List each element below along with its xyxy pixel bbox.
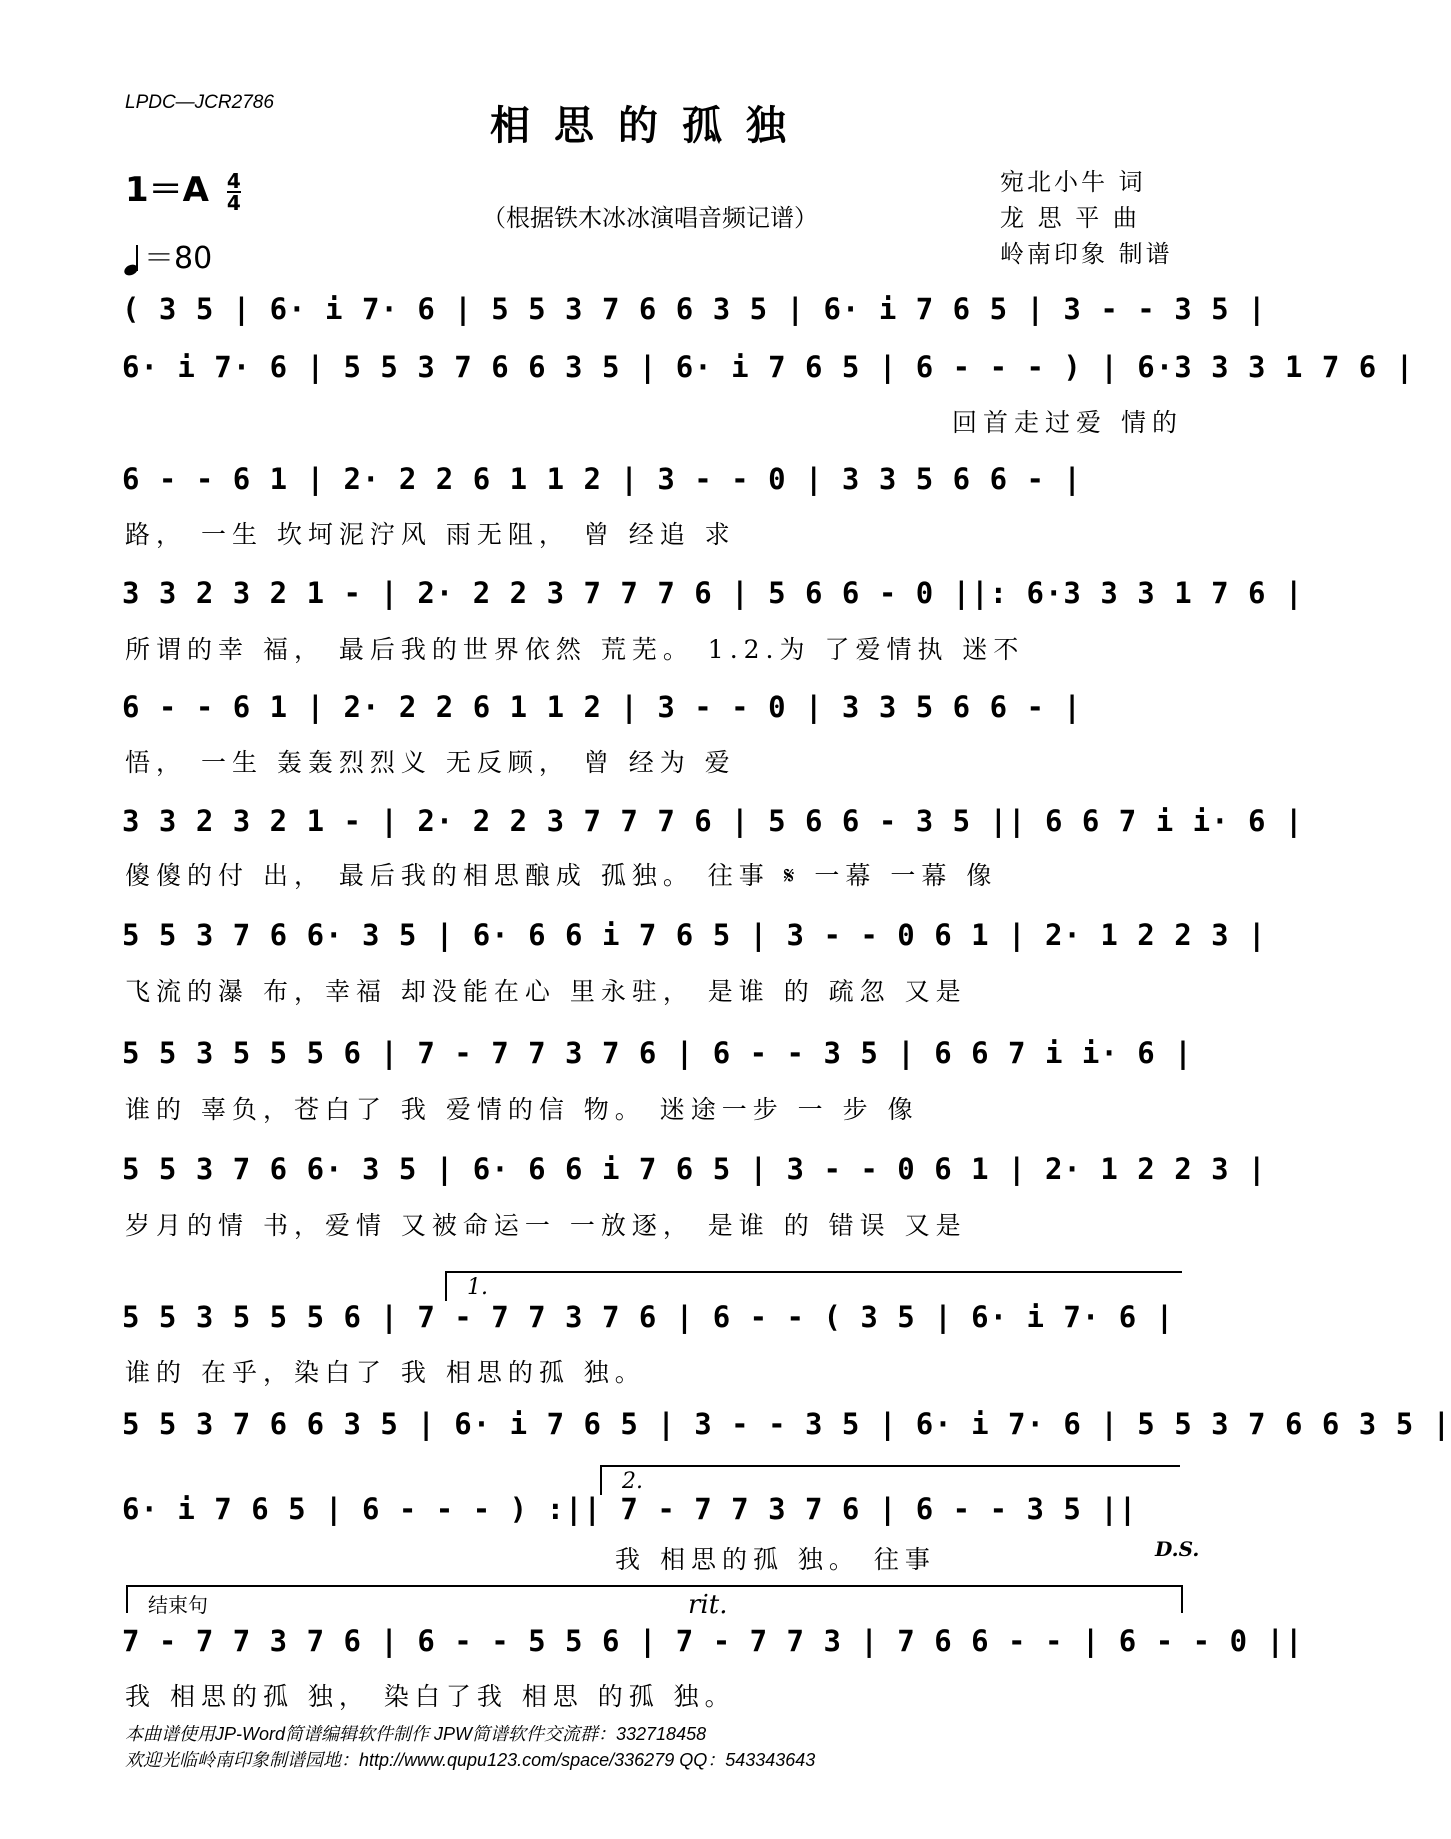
notation-row: 5 5 3 7 6 6 3 5 | 6· i 7 6 5 | 3 - - 3 5 | 6· i 7· 6 | 5 5 3 7 6 6 3 5 | (122, 1407, 1451, 1441)
lyric-line: 飞流的瀑 布，幸福 却没能在心 里永驻， 是谁 的 疏忽 又是 (125, 977, 967, 1006)
lyric-line: 傻傻的付 出， 最后我的相思酿成 孤独。 往事 𝄋 一幕 一幕 像 (125, 861, 998, 890)
notation-row: 7 - 7 7 3 7 6 | 6 - - 5 5 6 | 7 - 7 7 3 | 7 6 6 - - | 6 - - 0 || (122, 1624, 1304, 1658)
credit-composer: 龙 思 平 曲 (1000, 204, 1140, 232)
time-bottom: 4 (226, 190, 241, 215)
tempo-marking (122, 233, 212, 277)
key-label: 1＝A (125, 170, 209, 210)
notation-row: 6· i 7 6 5 | 6 - - - ) :|| 7 - 7 7 3 7 6 | 6 - - 3 5 || (122, 1492, 1138, 1526)
notation-row: 3 3 2 3 2 1 - | 2· 2 2 3 7 7 7 6 | 5 6 6 - 3 5 || 6 6 7 i i· 6 | (122, 804, 1304, 838)
lyric-line: 我 相思的孤 独。 往事 (615, 1545, 936, 1574)
notation-row: 5 5 3 5 5 5 6 | 7 - 7 7 3 7 6 | 6 - - 3 5 | 6 6 7 i i· 6 | (122, 1036, 1193, 1070)
lyric-line: 所谓的幸 福， 最后我的世界依然 荒芜。 1.2.为 了爱情执 迷不 (125, 635, 1025, 664)
page-title: 相思的孤独 (490, 102, 810, 149)
rit-marking: rit. (688, 1590, 728, 1620)
footer-line: 本曲谱使用JP-Word简谱编辑软件制作 JPW简谱软件交流群：332718458 (125, 1724, 707, 1744)
notation-row: 3 3 2 3 2 1 - | 2· 2 2 3 7 7 7 6 | 5 6 6 - 0 ||: 6·3 3 3 1 7 6 | (122, 576, 1304, 610)
second-ending-label: 2. (622, 1469, 643, 1494)
notation-row: 5 5 3 7 6 6· 3 5 | 6· 6 6 i 7 6 5 | 3 - - 0 6 1 | 2· 1 2 2 3 | (122, 1152, 1267, 1186)
score-code: LPDC—JCR2786 (125, 92, 274, 113)
second-ending-bracket (600, 1465, 1180, 1495)
lyric-line: 路， 一生 坎坷泥泞风 雨无阻， 曾 经追 求 (125, 520, 736, 549)
notation-row: 5 5 3 7 6 6· 3 5 | 6· 6 6 i 7 6 5 | 3 - - 0 6 1 | 2· 1 2 2 3 | (122, 918, 1267, 952)
lyric-line: 谁的 在乎，染白了 我 相思的孤 独。 (125, 1358, 646, 1387)
lyric-line: 岁月的情 书，爱情 又被命运一 一放逐， 是谁 的 错误 又是 (125, 1211, 967, 1240)
coda-bracket (126, 1585, 1183, 1617)
time-top: 4 (226, 168, 241, 193)
credit-arranger: 岭南印象 制谱 (1000, 240, 1173, 268)
notation-row: 6· i 7· 6 | 5 5 3 7 6 6 3 5 | 6· i 7 6 5 | 6 - - - ) | 6·3 3 3 1 7 6 | (122, 350, 1415, 384)
lyric-line: 我 相思的孤 独， 染白了我 相思 的孤 独。 (125, 1682, 736, 1711)
notation-row: 6 - - 6 1 | 2· 2 2 6 1 1 2 | 3 - - 0 | 3 3 5 6 6 - | (122, 462, 1082, 496)
first-ending-label: 1. (467, 1275, 488, 1300)
credit-lyricist: 宛北小牛 词 (1000, 168, 1146, 196)
lyric-line: 谁的 辜负，苍白了 我 爱情的信 物。 迷途一步 一 步 像 (125, 1095, 919, 1124)
quarter-note-icon (122, 247, 144, 277)
ds-marking: D.S. (1155, 1537, 1200, 1561)
lyric-line: 悟， 一生 轰轰烈烈义 无反顾， 曾 经为 爱 (125, 748, 736, 777)
subtitle: （根据铁木冰冰演唱音频记谱） (482, 204, 818, 232)
coda-label: 结束句 (148, 1593, 208, 1617)
notation-row: 6 - - 6 1 | 2· 2 2 6 1 1 2 | 3 - - 0 | 3 3 5 6 6 - | (122, 690, 1082, 724)
footer-line: 欢迎光临岭南印象制谱园地：http://www.qupu123.com/space/336279 QQ：543343643 (125, 1750, 816, 1770)
first-ending-bracket (445, 1271, 1182, 1301)
notation-row: ( 3 5 | 6· i 7· 6 | 5 5 3 7 6 6 3 5 | 6· i 7 6 5 | 3 - - 3 5 | (122, 292, 1267, 326)
tempo-value: ＝80 (144, 241, 213, 276)
notation-row: 5 5 3 5 5 5 6 | 7 - 7 7 3 7 6 | 6 - - ( 3 5 | 6· i 7· 6 | (122, 1300, 1175, 1334)
lyric-line: 回首走过爱 情的 (952, 408, 1183, 437)
